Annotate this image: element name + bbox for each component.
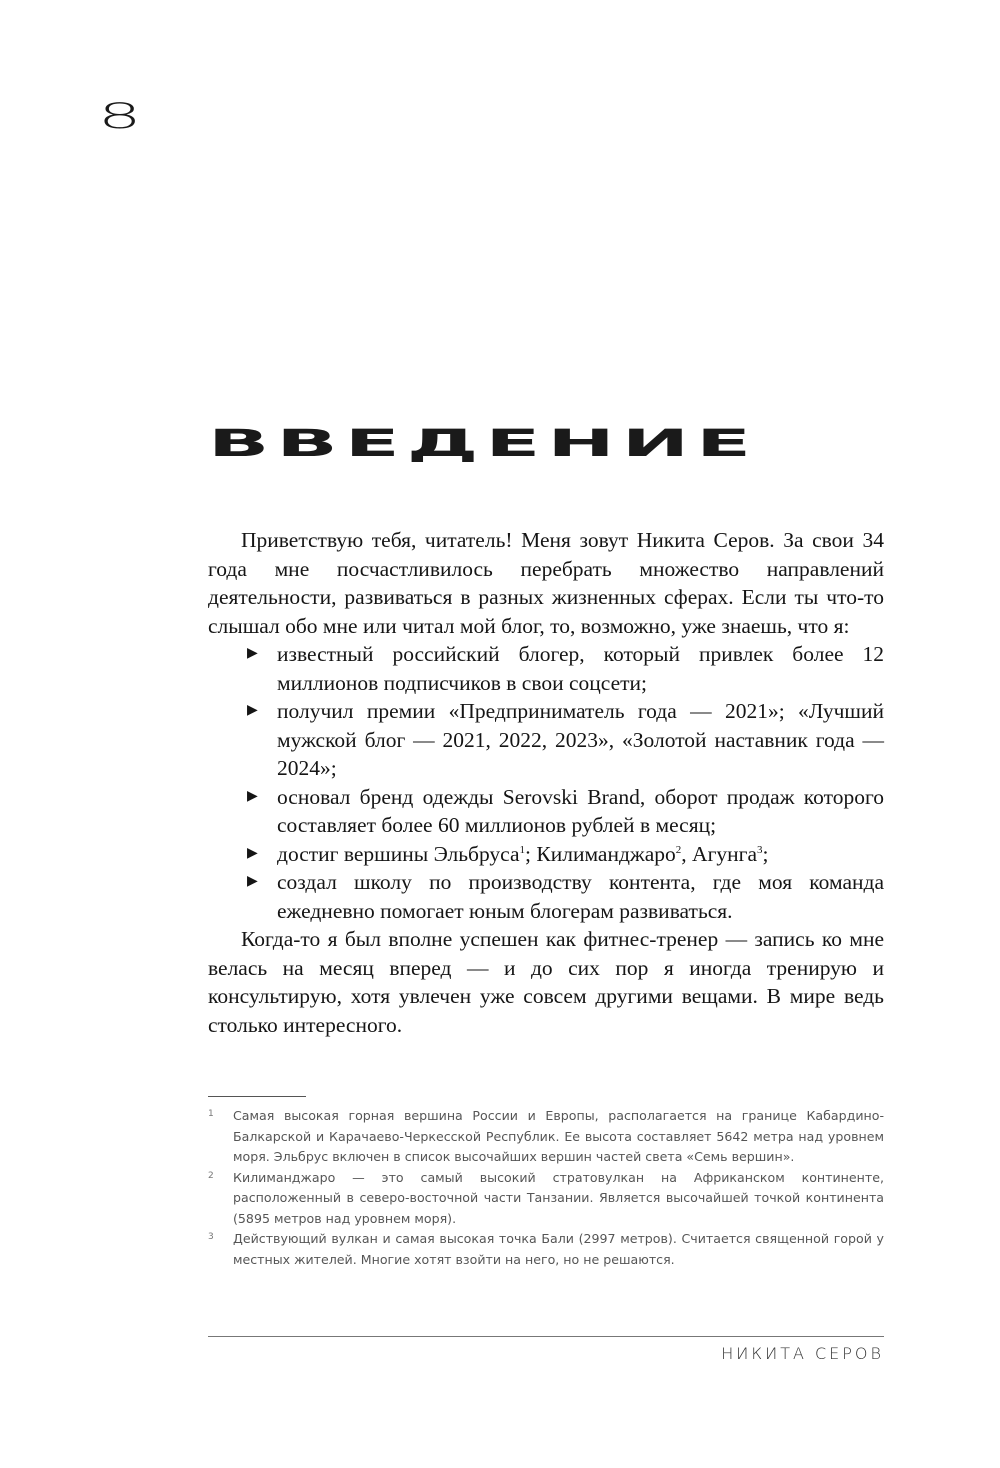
- list-item-text: основал бренд одежды Serovski Brand, оборот продаж которого составляет более 60 миллионов рублей в месяц;: [277, 784, 884, 837]
- list-item-text: создал школу по производству контента, где моя команда ежедневно помогает юным блогерам развиваться.: [277, 870, 884, 923]
- running-footer-author: НИКИТА СЕРОВ: [721, 1344, 884, 1363]
- list-item-text: ; Килиманджаро: [525, 841, 676, 866]
- list-item-text: , Агунга: [681, 841, 758, 866]
- intro-paragraph: Приветствую тебя, читатель! Меня зовут Никита Серов. За свои 34 года мне посчастливилось перебрать множество направлений деятельности, развиваться в разных жизненных сферах. Если ты что-то слышал обо мне или читал мой блог, то, возможно, уже знаешь, что я:: [208, 528, 884, 638]
- footnotes: [208, 1106, 884, 1270]
- footnote-text: Действующий вулкан и самая высокая точка Бали (2997 метров). Считается священной горой у местных жителей. Многие хотят взойти на него, но не решаются.: [233, 1231, 884, 1267]
- list-item-text: известный российский блогер, который привлек более 12 миллионов подписчиков в свои соцсети;: [277, 642, 884, 695]
- footnote: [208, 1106, 884, 1168]
- footnote: [208, 1229, 884, 1270]
- triangle-bullet-icon: ▶: [247, 845, 258, 861]
- footnote-ref-2[interactable]: 2: [675, 843, 682, 856]
- footnote: [208, 1168, 884, 1230]
- triangle-bullet-icon: ▶: [247, 788, 258, 804]
- list-item-text: достиг вершины Эльбруса: [277, 841, 520, 866]
- list-item: [208, 640, 884, 697]
- body-text: [208, 526, 884, 1039]
- footnote-text: Килиманджаро — это самый высокий стратовулкан на Африканском континенте, расположенный в северо-восточной части Танзании. Является высочайшей точкой континента (5895 метров над уровнем моря).: [233, 1169, 884, 1226]
- list-item: [208, 697, 884, 783]
- list-item: [208, 868, 884, 925]
- list-item: [208, 783, 884, 840]
- footnote-ref-1[interactable]: 1: [519, 843, 526, 856]
- footer-divider: [208, 1336, 884, 1337]
- list-item: [208, 840, 884, 869]
- footnote-ref-3[interactable]: 3: [757, 843, 763, 856]
- list-item-text: получил премии «Предприниматель года — 2021»; «Лучший мужской блог — 2021, 2022, 2023», «Золотой наставник года — 2024»;: [277, 699, 884, 780]
- triangle-bullet-icon: ▶: [247, 874, 258, 889]
- footnote-number: 1: [208, 1109, 214, 1119]
- achievements-list: [208, 640, 884, 925]
- footnote-divider: [208, 1096, 306, 1097]
- chapter-heading: ВВЕДЕНИЕ: [208, 420, 759, 465]
- triangle-bullet-icon: ▶: [247, 703, 258, 718]
- list-item-text: ;: [762, 841, 769, 866]
- triangle-bullet-icon: ▶: [247, 646, 258, 661]
- footnote-text: Самая высокая горная вершина России и Европы, располагается на границе Кабардино-Балкарской и Карачаево-Черкесской Республик. Ее высота составляет 5642 метра над уровнем моря. Эльбрус включен в список высочайших вершин частей света «Семь вершин».: [233, 1108, 884, 1164]
- page-number: 8: [98, 96, 142, 137]
- footnote-number: 3: [208, 1232, 214, 1242]
- footnote-number: 2: [208, 1170, 214, 1181]
- closing-paragraph: Когда-то я был вполне успешен как фитнес-тренер — запись ко мне велась на месяц вперед — и до сих пор я иногда тренирую и консультирую, хотя увлечен уже совсем другими вещами. В мире ведь столько интересного.: [208, 927, 884, 1037]
